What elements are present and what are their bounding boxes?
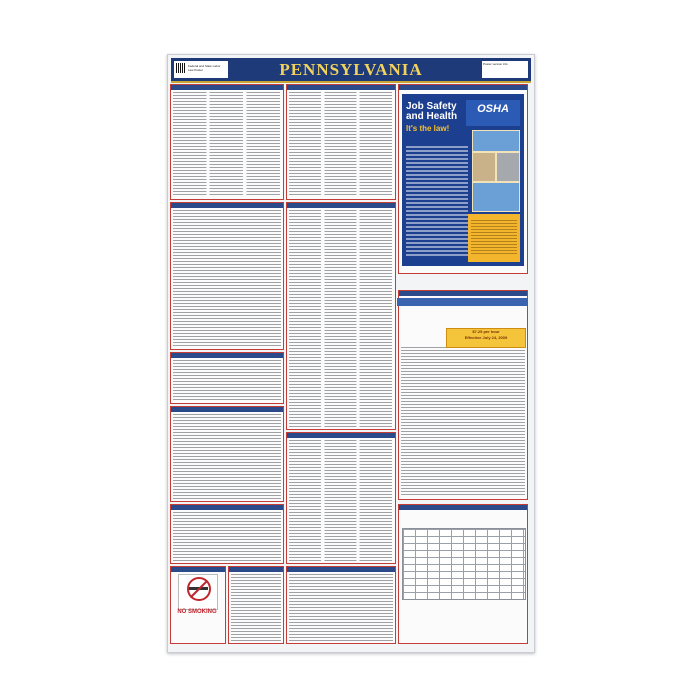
panel-polygraph-protection (170, 352, 284, 404)
osha-photo-worker-icon (472, 130, 520, 152)
osha-tagline: It's the law! (406, 124, 450, 133)
poster-title: PENNSYLVANIA (279, 60, 423, 79)
poster-header (171, 58, 531, 83)
osha-text-column (406, 146, 468, 258)
osha-photo-construction-icon (472, 152, 496, 182)
osha-heading: Job Safety and Health (406, 101, 458, 122)
panel-emergency-numbers (228, 566, 284, 644)
panel-public-accommodation (170, 504, 284, 564)
osha-photo-crane-icon (472, 182, 520, 212)
osha-logo: OSHA (466, 100, 520, 126)
osha-poster (402, 94, 524, 266)
header-left-badge (174, 61, 228, 78)
panel-equal-employment (286, 202, 396, 430)
panel-state-minimum-wage (398, 290, 528, 500)
qr-code-icon (176, 63, 186, 73)
minimum-wage-effective: Effective July 24, 2009 (464, 335, 508, 340)
panel-unemployment (170, 406, 284, 502)
header-right-badge: Poster version info (482, 61, 528, 78)
osha-banner (468, 214, 520, 262)
no-smoking-icon (178, 574, 218, 610)
panel-uniformed-services (286, 84, 396, 200)
header-left-text: Federal and State Labor Law Poster (188, 64, 221, 72)
panel-family-medical-leave (170, 202, 284, 350)
panel-equal-pay (286, 566, 396, 644)
minimum-wage-amount: $7.25 per hour (472, 329, 500, 334)
panel-child-labor (286, 432, 396, 564)
no-smoking-label: NO SMOKING (177, 609, 217, 615)
osha-photo-factory-icon (496, 152, 520, 182)
minimum-wage-amount-box (446, 328, 526, 348)
minor-hours-table (402, 528, 526, 600)
minimum-wage-header (397, 298, 528, 306)
panel-federal-minimum-wage (170, 84, 284, 200)
